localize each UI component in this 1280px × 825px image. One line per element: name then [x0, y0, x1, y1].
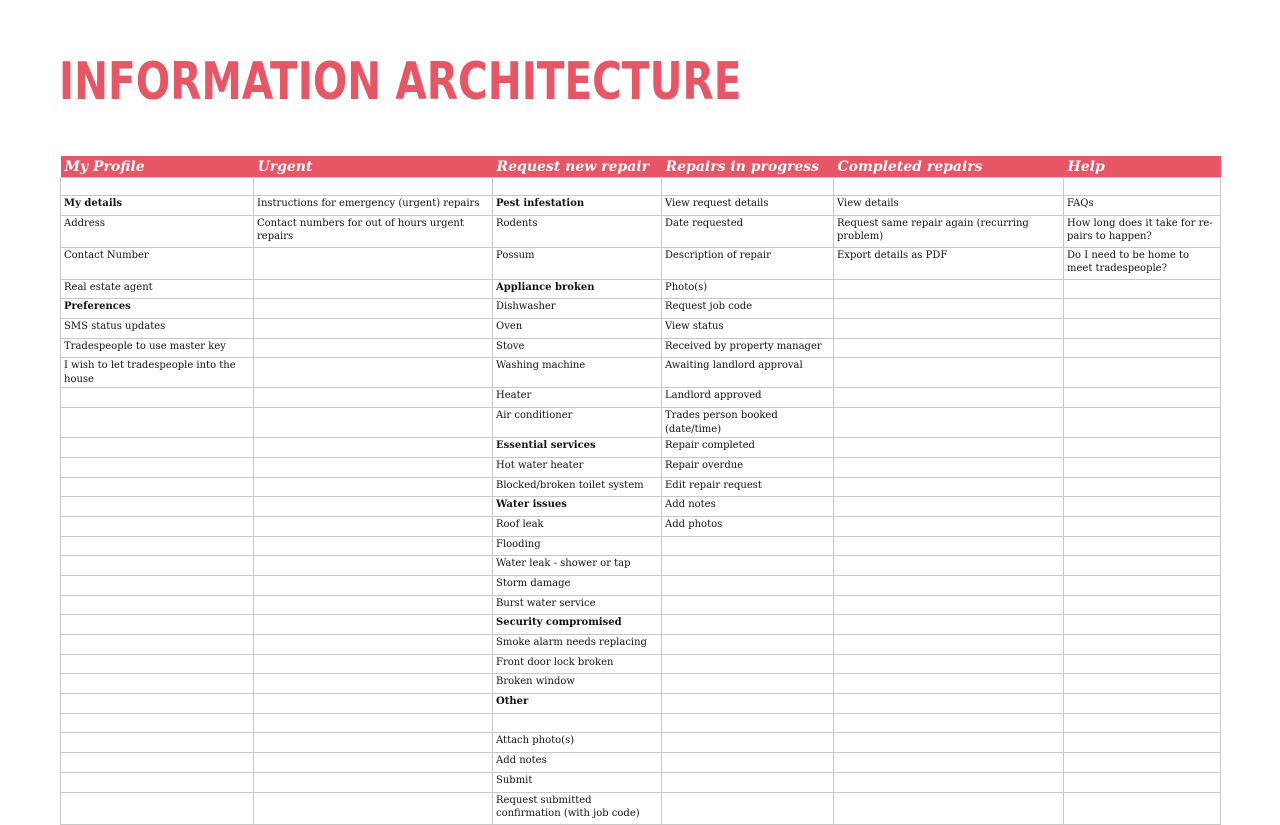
table-cell: Submit — [493, 772, 662, 792]
table-cell — [61, 388, 254, 408]
table-row — [61, 215, 1221, 247]
table-row — [61, 654, 1221, 674]
table-cell — [61, 477, 254, 497]
table-cell — [254, 733, 493, 753]
table-cell — [1064, 753, 1221, 773]
table-cell — [1064, 408, 1221, 438]
table-cell — [254, 299, 493, 319]
table-cell — [662, 772, 834, 792]
table-cell — [834, 753, 1064, 773]
table-cell — [1064, 279, 1221, 299]
column-header-urgent: Urgent — [254, 156, 493, 178]
table-cell: Essential services — [493, 438, 662, 458]
table-cell — [1064, 575, 1221, 595]
table-cell — [61, 536, 254, 556]
table-cell: FAQs — [1064, 196, 1221, 216]
table-cell: Flooding — [493, 536, 662, 556]
table-cell — [254, 615, 493, 635]
table-cell — [61, 556, 254, 576]
table-cell: Add photos — [662, 516, 834, 536]
table-cell — [61, 575, 254, 595]
table-cell — [662, 674, 834, 694]
table-row — [61, 694, 1221, 714]
table-cell: Real estate agent — [61, 279, 254, 299]
table-cell — [662, 536, 834, 556]
table-cell: Add notes — [662, 497, 834, 517]
table-cell — [61, 595, 254, 615]
table-cell — [61, 753, 254, 773]
table-cell: Front door lock broken — [493, 654, 662, 674]
table-cell — [662, 615, 834, 635]
table-cell — [834, 408, 1064, 438]
table-cell — [254, 338, 493, 358]
table-row — [61, 338, 1221, 358]
table-row — [61, 536, 1221, 556]
table-cell: My details — [61, 196, 254, 216]
table-cell — [254, 575, 493, 595]
table-cell — [662, 792, 834, 824]
table-row — [61, 635, 1221, 655]
table-cell: View details — [834, 196, 1064, 216]
table-row — [61, 178, 1221, 196]
table-cell: Trades person booked (date/time) — [662, 408, 834, 438]
table-cell — [662, 733, 834, 753]
table-cell — [1064, 694, 1221, 714]
table-cell — [662, 575, 834, 595]
table-cell: Attach photo(s) — [493, 733, 662, 753]
table-cell — [1064, 635, 1221, 655]
table-cell: Blocked/broken toilet system — [493, 477, 662, 497]
table-row — [61, 388, 1221, 408]
table-cell: View request details — [662, 196, 834, 216]
table-cell — [834, 595, 1064, 615]
table-cell: Broken window — [493, 674, 662, 694]
table-cell — [1064, 595, 1221, 615]
table-row — [61, 408, 1221, 438]
table-cell: Contact numbers for out of hours urgent repairs — [254, 215, 493, 247]
table-cell — [1064, 299, 1221, 319]
table-cell — [61, 694, 254, 714]
table-cell: Instructions for emergency (urgent) repairs — [254, 196, 493, 216]
table-cell: Export details as PDF — [834, 247, 1064, 279]
table-row — [61, 299, 1221, 319]
table-cell — [254, 753, 493, 773]
table-cell — [61, 674, 254, 694]
table-row — [61, 358, 1221, 388]
column-header-my-profile: My Profile — [61, 156, 254, 178]
table-row — [61, 477, 1221, 497]
table-cell — [1064, 615, 1221, 635]
table-cell: Description of repair — [662, 247, 834, 279]
table-cell — [834, 457, 1064, 477]
table-cell: Burst water service — [493, 595, 662, 615]
table-cell: Request job code — [662, 299, 834, 319]
table-cell — [1064, 516, 1221, 536]
table-cell — [1064, 556, 1221, 576]
table-cell: Request submitted confirmation (with job code) — [493, 792, 662, 824]
column-header-request-new-repair: Request new repair — [493, 156, 662, 178]
table-cell — [834, 358, 1064, 388]
table-cell: Other — [493, 694, 662, 714]
table-row — [61, 733, 1221, 753]
table-cell — [834, 319, 1064, 339]
table-cell: Request same repair again (recurring problem) — [834, 215, 1064, 247]
table-cell — [254, 595, 493, 615]
table-cell — [1064, 536, 1221, 556]
table-cell — [834, 477, 1064, 497]
table-cell — [254, 408, 493, 438]
table-cell — [61, 497, 254, 517]
table-cell — [1064, 178, 1221, 196]
column-header-repairs-in-progress: Repairs in progress — [662, 156, 834, 178]
table-cell: Smoke alarm needs replacing — [493, 635, 662, 655]
table-cell — [254, 497, 493, 517]
table-cell: Water issues — [493, 497, 662, 517]
table-cell: Add notes — [493, 753, 662, 773]
table-cell — [254, 319, 493, 339]
table-cell: Rodents — [493, 215, 662, 247]
table-cell — [1064, 438, 1221, 458]
table-cell: Dishwasher — [493, 299, 662, 319]
table-cell — [254, 713, 493, 733]
table-cell: Received by property manager — [662, 338, 834, 358]
table-cell — [662, 654, 834, 674]
table-cell: SMS status updates — [61, 319, 254, 339]
table-body — [61, 178, 1221, 825]
table-cell — [1064, 654, 1221, 674]
table-cell: Appliance broken — [493, 279, 662, 299]
table-cell — [61, 792, 254, 824]
table-cell — [1064, 338, 1221, 358]
table-row — [61, 575, 1221, 595]
table-cell — [834, 299, 1064, 319]
table-cell — [834, 694, 1064, 714]
table-cell — [254, 247, 493, 279]
table-cell — [61, 438, 254, 458]
table-cell: Security compromised — [493, 615, 662, 635]
table-cell: Heater — [493, 388, 662, 408]
table-cell — [61, 635, 254, 655]
table-cell — [662, 178, 834, 196]
table-cell: View status — [662, 319, 834, 339]
table-cell — [61, 772, 254, 792]
table-cell: Oven — [493, 319, 662, 339]
table-cell — [1064, 457, 1221, 477]
table-cell: Preferences — [61, 299, 254, 319]
table-cell — [254, 536, 493, 556]
table-cell: Do I need to be home to meet tradespeople? — [1064, 247, 1221, 279]
table-cell — [254, 772, 493, 792]
table-row — [61, 457, 1221, 477]
table-cell — [254, 388, 493, 408]
table-cell — [493, 178, 662, 196]
table-cell — [1064, 497, 1221, 517]
table-row — [61, 713, 1221, 733]
table-cell: Air conditioner — [493, 408, 662, 438]
table-cell — [254, 358, 493, 388]
table-cell — [254, 556, 493, 576]
table-cell: Water leak - shower or tap — [493, 556, 662, 576]
table-cell: Washing machine — [493, 358, 662, 388]
page-title: INFORMATION ARCHITECTURE — [59, 52, 742, 112]
table-cell — [834, 536, 1064, 556]
column-header-completed-repairs: Completed repairs — [834, 156, 1064, 178]
table-row — [61, 516, 1221, 536]
table-cell: I wish to let tradespeople into the house — [61, 358, 254, 388]
table-row — [61, 792, 1221, 824]
table-cell — [834, 654, 1064, 674]
table-cell — [61, 178, 254, 196]
table-cell: Awaiting landlord approval — [662, 358, 834, 388]
table-cell — [61, 654, 254, 674]
table-row — [61, 497, 1221, 517]
table-cell — [834, 772, 1064, 792]
table-cell — [834, 279, 1064, 299]
table-row — [61, 772, 1221, 792]
table-cell — [61, 733, 254, 753]
table-cell: Hot water heater — [493, 457, 662, 477]
table-cell — [834, 556, 1064, 576]
table-cell — [254, 477, 493, 497]
table-cell — [662, 753, 834, 773]
table-cell — [1064, 713, 1221, 733]
table-cell: Contact Number — [61, 247, 254, 279]
table-cell — [254, 516, 493, 536]
table-cell — [662, 556, 834, 576]
table-row — [61, 196, 1221, 216]
table-cell: Roof leak — [493, 516, 662, 536]
table-cell — [254, 792, 493, 824]
table-cell: Repair overdue — [662, 457, 834, 477]
table-cell — [834, 615, 1064, 635]
table-cell — [662, 635, 834, 655]
table-cell — [1064, 477, 1221, 497]
table-row — [61, 247, 1221, 279]
table-cell — [834, 635, 1064, 655]
table-cell — [1064, 674, 1221, 694]
table-cell — [834, 338, 1064, 358]
table-cell — [834, 674, 1064, 694]
header-row — [61, 156, 1221, 178]
table-row — [61, 595, 1221, 615]
table-cell — [662, 694, 834, 714]
table-cell: Pest infestation — [493, 196, 662, 216]
table-cell — [254, 438, 493, 458]
information-architecture-table — [60, 156, 1221, 825]
table-cell — [834, 497, 1064, 517]
table-cell — [834, 178, 1064, 196]
table-cell — [254, 674, 493, 694]
table-cell: Landlord approved — [662, 388, 834, 408]
table-cell — [61, 408, 254, 438]
table-cell — [254, 178, 493, 196]
table-row — [61, 674, 1221, 694]
table-row — [61, 615, 1221, 635]
table-row — [61, 279, 1221, 299]
table-cell — [61, 457, 254, 477]
table-row — [61, 753, 1221, 773]
table-cell — [254, 279, 493, 299]
table-cell — [1064, 792, 1221, 824]
table-cell — [1064, 388, 1221, 408]
table-row — [61, 556, 1221, 576]
table-cell: Stove — [493, 338, 662, 358]
table-cell: Photo(s) — [662, 279, 834, 299]
table-cell: Repair completed — [662, 438, 834, 458]
table-cell — [662, 713, 834, 733]
table-cell — [662, 595, 834, 615]
table-cell: Tradespeople to use master key — [61, 338, 254, 358]
table-cell — [834, 516, 1064, 536]
table-cell — [1064, 733, 1221, 753]
table-cell — [834, 733, 1064, 753]
table-cell — [1064, 772, 1221, 792]
table-cell — [254, 654, 493, 674]
table-cell: Storm damage — [493, 575, 662, 595]
table-cell — [834, 388, 1064, 408]
table-cell — [254, 694, 493, 714]
table-cell — [834, 792, 1064, 824]
table-cell: How long does it take for re-pairs to happen? — [1064, 215, 1221, 247]
table-cell — [1064, 319, 1221, 339]
table-row — [61, 319, 1221, 339]
table-cell — [61, 713, 254, 733]
table-cell: Date requested — [662, 215, 834, 247]
table-cell — [1064, 358, 1221, 388]
table-cell — [61, 615, 254, 635]
table-cell — [61, 516, 254, 536]
table-cell — [834, 575, 1064, 595]
table-cell — [254, 635, 493, 655]
table-cell — [493, 713, 662, 733]
table-cell — [834, 713, 1064, 733]
table-cell — [254, 457, 493, 477]
column-header-help: Help — [1064, 156, 1221, 178]
table-cell — [834, 438, 1064, 458]
table-cell: Possum — [493, 247, 662, 279]
table-cell: Address — [61, 215, 254, 247]
table-cell: Edit repair request — [662, 477, 834, 497]
table-row — [61, 438, 1221, 458]
